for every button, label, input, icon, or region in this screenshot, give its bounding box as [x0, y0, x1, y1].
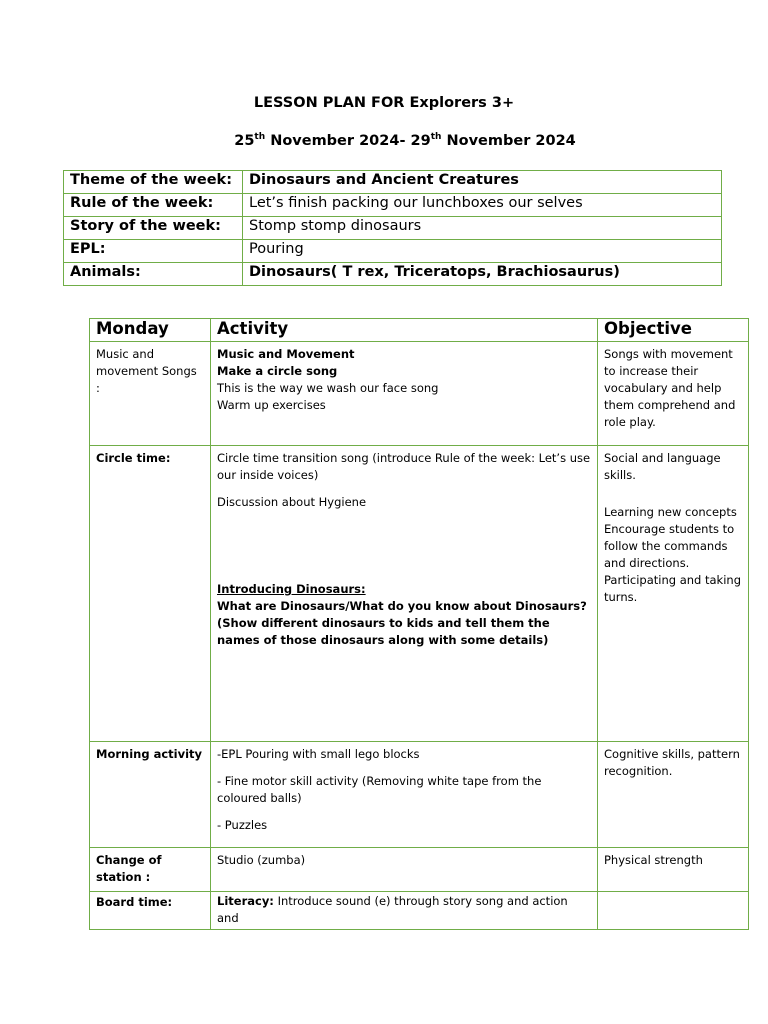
activity-line: Discussion about Hygiene: [217, 495, 367, 509]
activity-line: -EPL Pouring with small lego blocks: [217, 747, 420, 761]
header-objective: Objective: [598, 319, 749, 342]
info-value: Let’s finish packing our lunchboxes our selves: [243, 194, 722, 217]
date-range: [0, 132, 768, 149]
objective-cell: Cognitive skills, pattern recognition.: [598, 742, 749, 848]
row-change-of-station: [90, 848, 749, 892]
activity-line: - Fine motor skill activity (Removing white tape from the coloured balls): [217, 774, 542, 805]
activity-line: Circle time transition song (introduce Rule of the week: Let’s use our inside voices): [217, 451, 591, 482]
time-slot-label: Morning activity: [90, 742, 211, 848]
objective-line: Social and language skills.: [604, 451, 721, 482]
info-label: Rule of the week:: [64, 194, 243, 217]
activity-line: What are Dinosaurs/What do you know about Dinosaurs? (Show different dinosaurs to kids and tell them the names of those dinosaurs along with some details): [217, 599, 587, 647]
activity-line: Warm up exercises: [217, 398, 326, 412]
info-row-theme: [64, 171, 722, 194]
activity-cell: [211, 342, 598, 446]
time-slot-label: Board time:: [90, 892, 211, 930]
date-start-suffix: th: [254, 132, 266, 142]
document-title: LESSON PLAN FOR Explorers 3+: [253, 95, 515, 111]
info-value: Dinosaurs( T rex, Triceratops, Brachiosaurus): [243, 263, 722, 286]
activity-subheading: Introducing Dinosaurs:: [217, 582, 366, 596]
info-label: Theme of the week:: [64, 171, 243, 194]
time-slot-label: Circle time:: [90, 446, 211, 742]
info-row-animals: [64, 263, 722, 286]
activity-line: - Puzzles: [217, 818, 268, 832]
date-end-rest: November 2024: [441, 132, 576, 149]
activity-label: Literacy:: [217, 894, 274, 908]
activity-cell: [211, 446, 598, 742]
header-activity: Activity: [211, 319, 598, 342]
row-board-time: [90, 892, 749, 930]
objective-line: Learning new concepts Encourage students to follow the commands and directions. Participating and taking turns.: [604, 505, 742, 604]
objective-cell: [598, 446, 749, 742]
activity-cell: Studio (zumba): [211, 848, 598, 892]
info-label: Animals:: [64, 263, 243, 286]
objective-cell: [598, 892, 749, 930]
info-value: Stomp stomp dinosaurs: [243, 217, 722, 240]
activity-cell: [211, 742, 598, 848]
date-end-day: 29: [410, 132, 431, 149]
activity-line: Make a circle song: [217, 364, 338, 378]
header-monday: Monday: [90, 319, 211, 342]
date-start-rest: November 2024-: [265, 132, 411, 149]
activity-text: Introduce sound (e) through story song and action and: [217, 894, 568, 925]
date-start-day: 25: [234, 132, 255, 149]
schedule-header-row: [90, 319, 749, 342]
row-circle-time: [90, 446, 749, 742]
objective-cell: Songs with movement to increase their vocabulary and help them comprehend and role play.: [598, 342, 749, 446]
info-row-rule: [64, 194, 722, 217]
row-morning-activity: [90, 742, 749, 848]
info-label: Story of the week:: [64, 217, 243, 240]
info-value: Pouring: [243, 240, 722, 263]
info-row-story: [64, 217, 722, 240]
row-music-movement: [90, 342, 749, 446]
weekly-info-table: [63, 170, 722, 286]
info-row-epl: [64, 240, 722, 263]
activity-line: Music and Movement: [217, 347, 355, 361]
time-slot-label: Change of station :: [90, 848, 211, 892]
info-label: EPL:: [64, 240, 243, 263]
objective-cell: Physical strength: [598, 848, 749, 892]
time-slot-label: Music and movement Songs :: [90, 342, 211, 446]
info-value: Dinosaurs and Ancient Creatures: [243, 171, 722, 194]
activity-cell: [211, 892, 598, 930]
date-end-suffix: th: [430, 132, 442, 142]
schedule-table: [89, 318, 749, 930]
activity-line: This is the way we wash our face song: [217, 381, 439, 395]
